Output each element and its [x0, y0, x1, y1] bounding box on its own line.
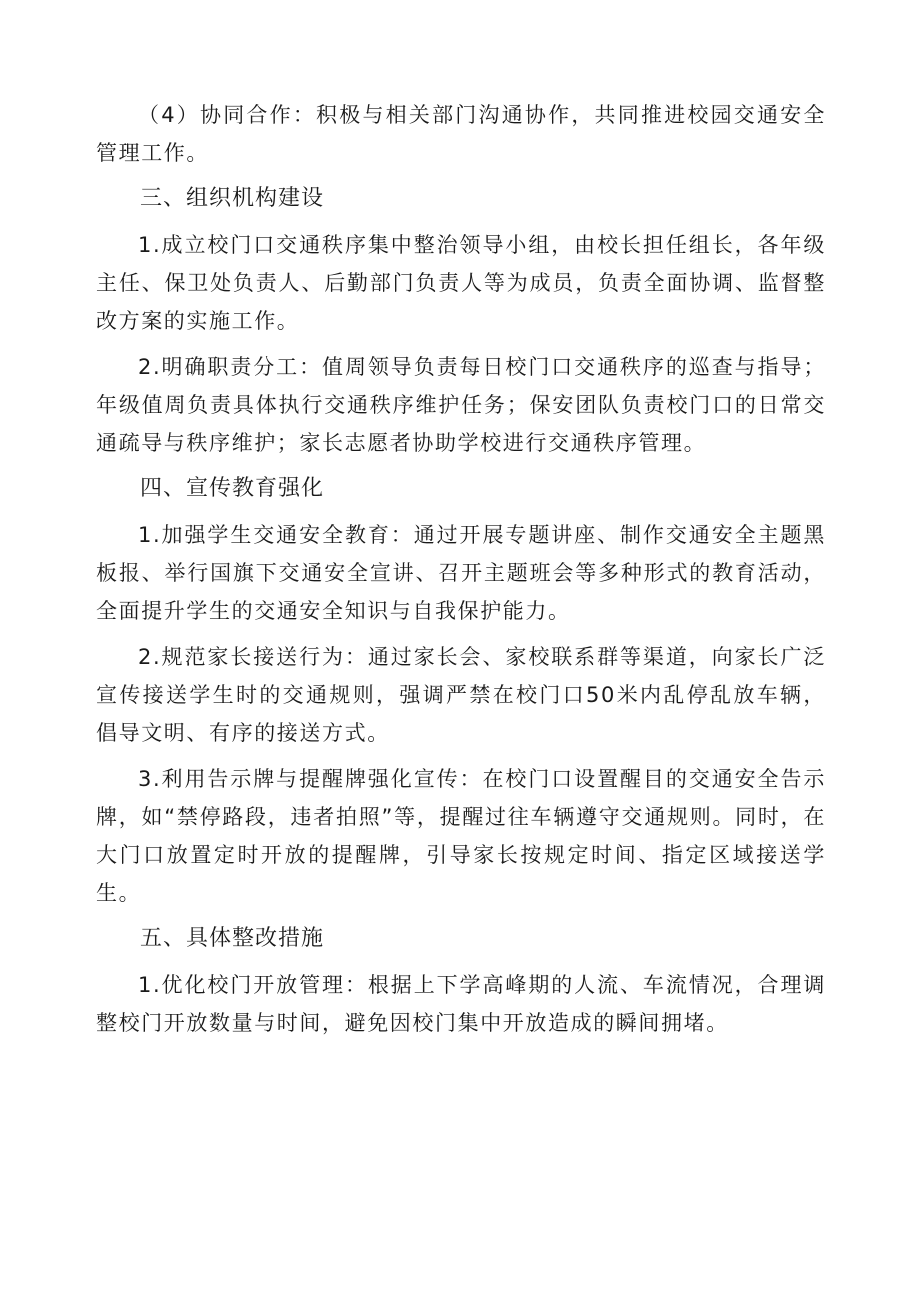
paragraph-student-education: 1.加强学生交通安全教育：通过开展专题讲座、制作交通安全主题黑板报、举行国旗下交通安全宣讲、召开主题班会等多种形式的教育活动，全面提升学生的交通安全知识与自我保护能力。	[96, 523, 826, 623]
document-body	[96, 96, 826, 1050]
section-heading-publicity: 四、宣传教育强化	[140, 476, 325, 501]
paragraph-gate-management: 1.优化校门开放管理：根据上下学高峰期的人流、车流情况，合理调整校门开放数量与时间，避免因校门集中开放造成的瞬间拥堵。	[96, 973, 826, 1035]
paragraph-collaboration: （4）协同合作：积极与相关部门沟通协作，共同推进校园交通安全管理工作。	[96, 103, 826, 165]
section-heading-organization: 三、组织机构建设	[140, 186, 325, 211]
paragraph-duties: 2.明确职责分工：值周领导负责每日校门口交通秩序的巡查与指导；年级值周负责具体执行交通秩序维护任务；保安团队负责校门口的日常交通疏导与秩序维护；家长志愿者协助学校进行交通秩序管理。	[96, 355, 826, 455]
paragraph-parent-behavior: 2.规范家长接送行为：通过家长会、家校联系群等渠道，向家长广泛宣传接送学生时的交通规则，强调严禁在校门口50米内乱停乱放车辆，倡导文明、有序的接送方式。	[96, 645, 826, 745]
paragraph-leading-group: 1.成立校门口交通秩序集中整治领导小组，由校长担任组长，各年级主任、保卫处负责人、后勤部门负责人等为成员，负责全面协调、监督整改方案的实施工作。	[96, 233, 826, 333]
section-heading-measures: 五、具体整改措施	[140, 926, 325, 951]
paragraph-signboards: 3.利用告示牌与提醒牌强化宣传：在校门口设置醒目的交通安全告示牌，如“禁停路段，违者拍照”等，提醒过往车辆遵守交通规则。同时，在大门口放置定时开放的提醒牌，引导家长按规定时间、指定区域接送学生。	[96, 767, 826, 905]
